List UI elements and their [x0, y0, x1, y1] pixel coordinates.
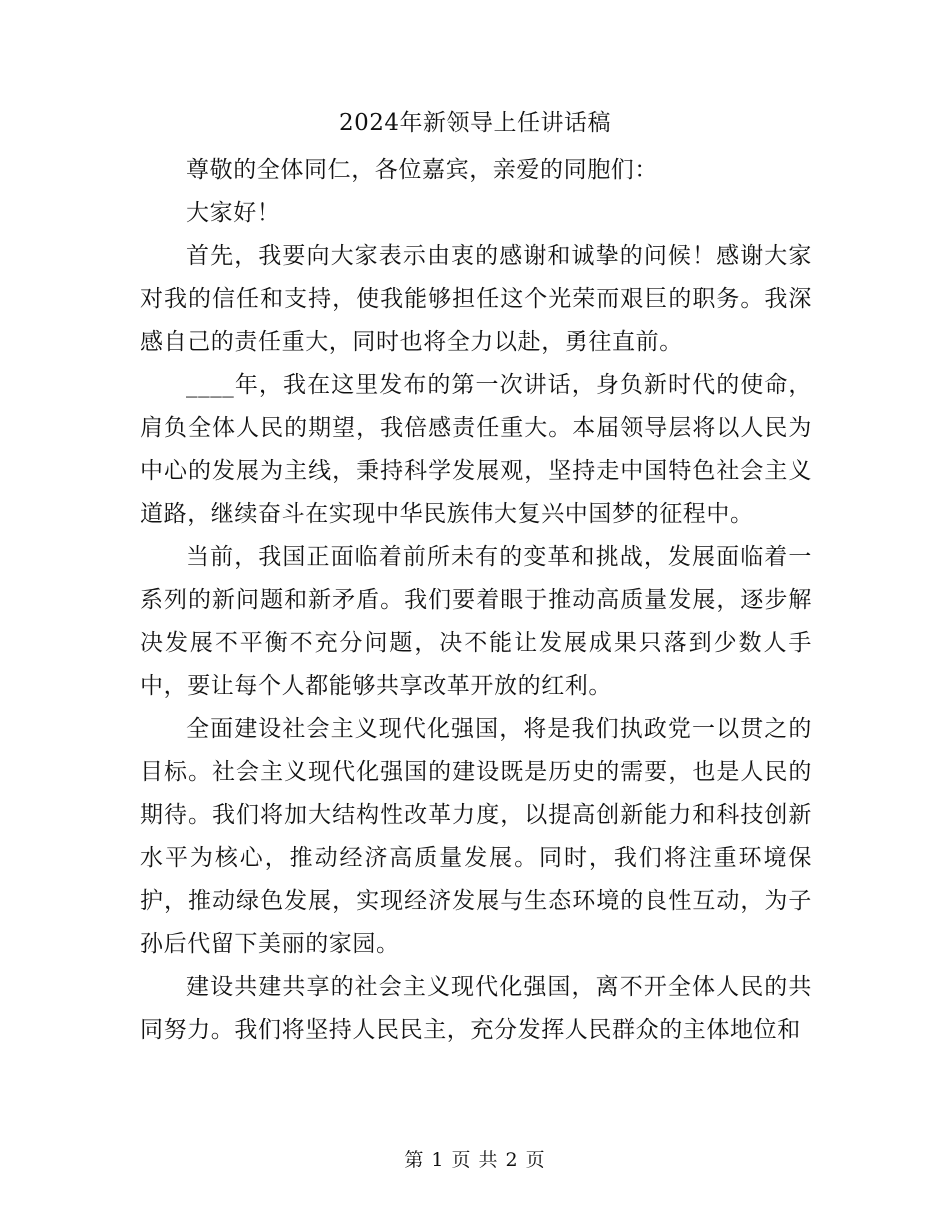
paragraph-modernization: 全面建设社会主义现代化强国，将是我们执政党一以贯之的目标。社会主义现代化强国的建设既是历史的需要，也是人民的期待。我们将加大结构性改革力度，以提高创新能力和科技创新水平为核心，推动经济高质量发展。同时，我们将注重环境保护，推动绿色发展，实现经济发展与生态环境的良性互动，为子孙后代留下美丽的家园。 [140, 716, 812, 957]
document-body [140, 149, 812, 1052]
paragraph-salutation: 尊敬的全体同仁，各位嘉宾，亲爱的同胞们： [186, 157, 658, 183]
paragraph-greeting: 大家好！ [186, 200, 281, 226]
paragraph-challenges: 当前，我国正面临着前所未有的变革和挑战，发展面临着一系列的新问题和新矛盾。我们要着眼于推动高质量发展，逐步解决发展不平衡不充分问题，决不能让发展成果只落到少数人手中，要让每个人都能够共享改革开放的红利。 [140, 544, 812, 699]
paragraph-mission: ____年，我在这里发布的第一次讲话，身负新时代的使命，肩负全体人民的期望，我倍感责任重大。本届领导层将以人民为中心的发展为主线，秉持科学发展观，坚持走中国特色社会主义道路，继续奋斗在实现中华民族伟大复兴中国梦的征程中。 [140, 372, 812, 527]
document-title: 2024年新领导上任讲话稿 [338, 110, 612, 136]
paragraph-shared-construction: 建设共建共享的社会主义现代化强国，离不开全体人民的共同努力。我们将坚持人民民主，充分发挥人民群众的主体地位和 [140, 974, 812, 1043]
paragraph-thanks: 首先，我要向大家表示由衷的感谢和诚挚的问候！感谢大家对我的信任和支持，使我能够担任这个光荣而艰巨的职务。我深感自己的责任重大，同时也将全力以赴，勇往直前。 [140, 243, 812, 355]
page-number-footer: 第 1 页 共 2 页 [404, 1149, 546, 1171]
